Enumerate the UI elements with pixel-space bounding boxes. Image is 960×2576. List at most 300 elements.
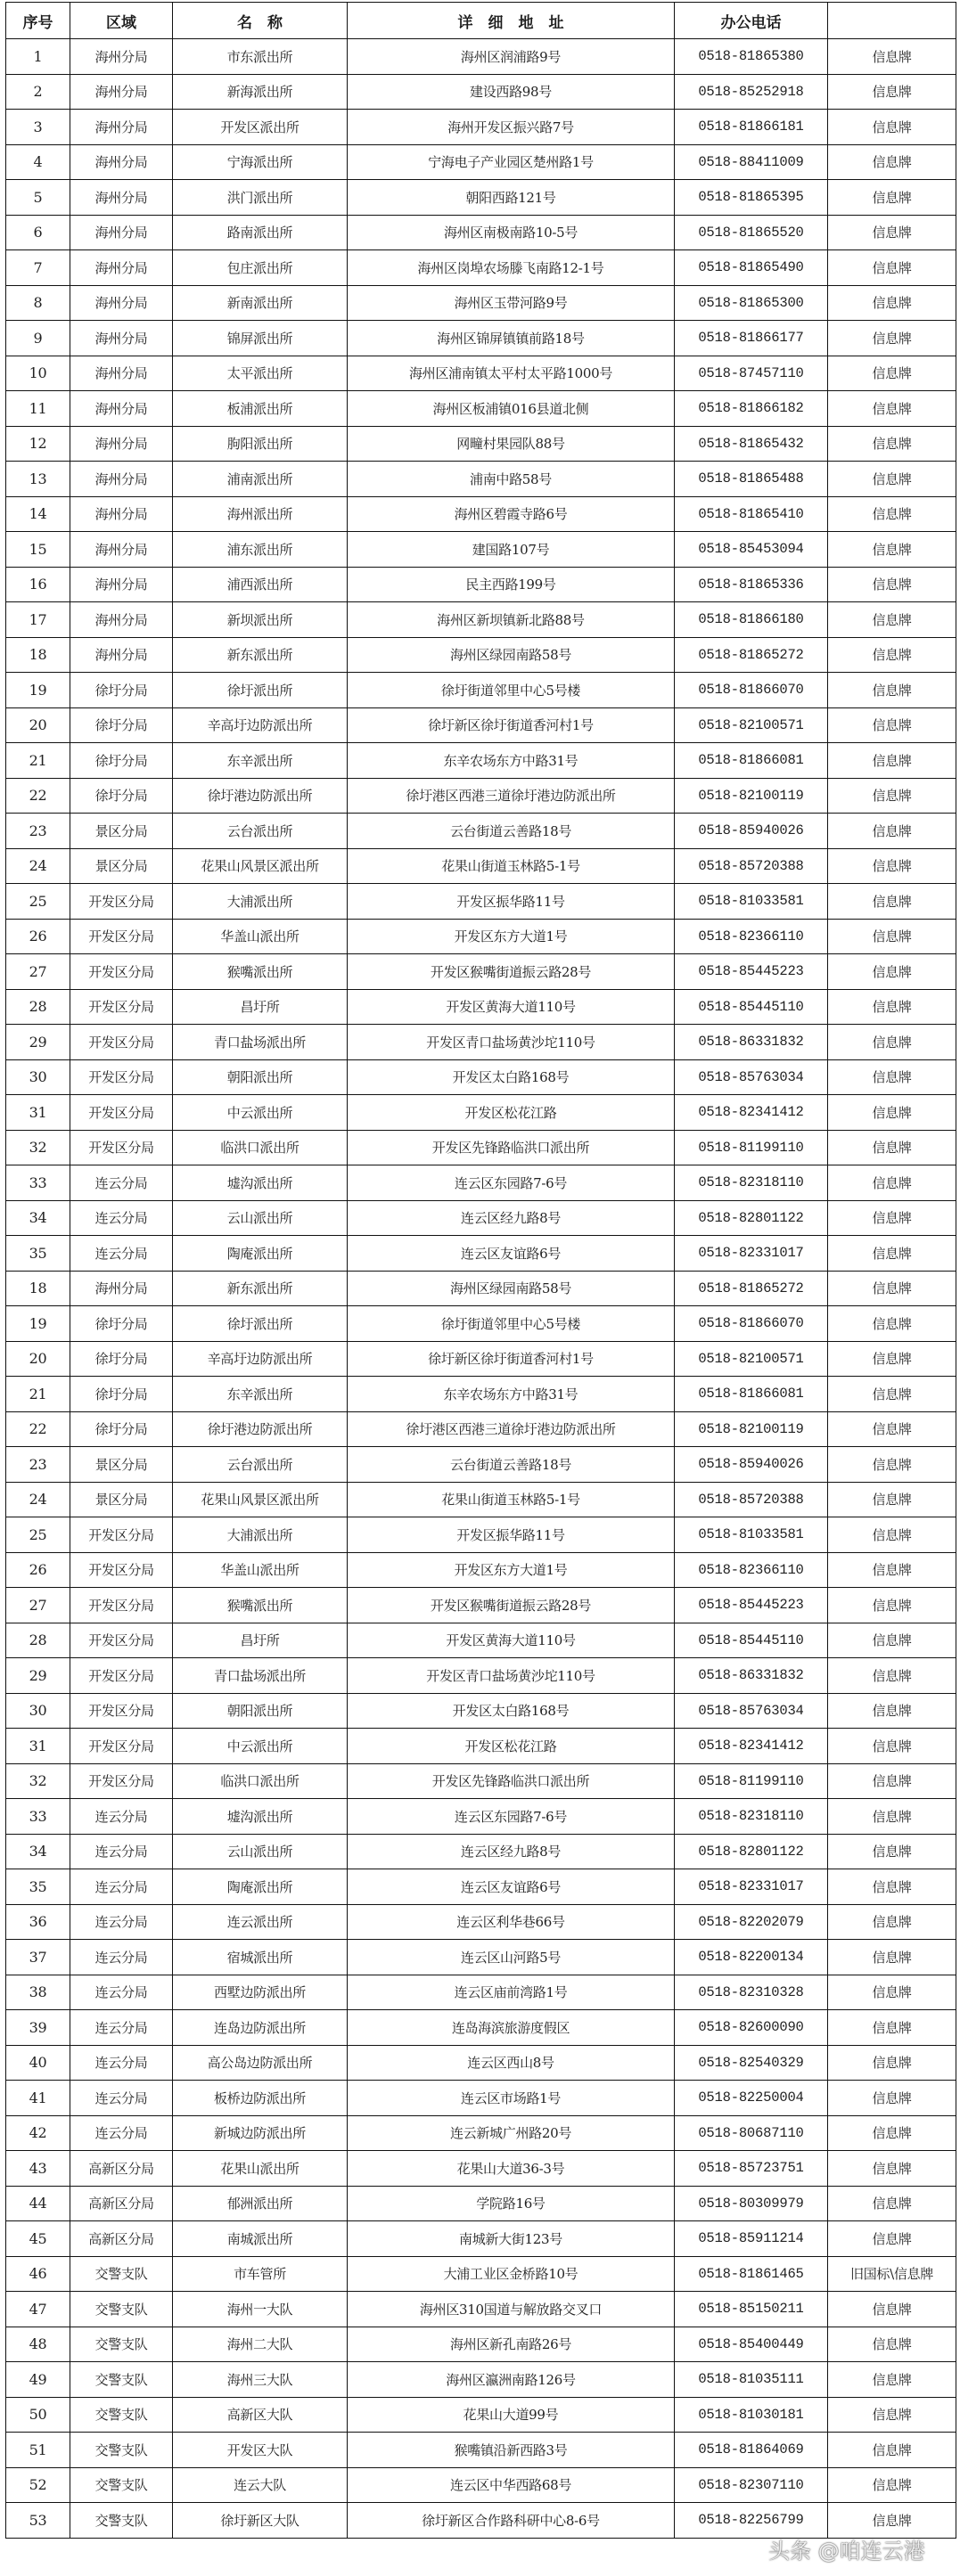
- cell-address: 朝阳西路121号: [348, 180, 675, 216]
- table-row: [6, 321, 956, 356]
- cell-address: 云台街道云善路18号: [348, 814, 675, 849]
- cell-index: 28: [6, 989, 70, 1025]
- table-row: [6, 2010, 956, 2046]
- cell-address: 海州区瀛洲南路126号: [348, 2362, 675, 2398]
- cell-index: 20: [6, 707, 70, 743]
- cell-address: 开发区黄海大道110号: [348, 989, 675, 1025]
- table-row: [6, 1165, 956, 1201]
- cell-index: 22: [6, 1411, 70, 1447]
- cell-address: 南城新大街123号: [348, 2221, 675, 2257]
- cell-phone: 0518-85763034: [675, 1693, 828, 1729]
- cell-type: 信息牌: [828, 426, 956, 462]
- cell-phone: 0518-81030181: [675, 2397, 828, 2433]
- cell-index: 1: [6, 39, 70, 75]
- cell-name: 徐圩港边防派出所: [173, 1411, 348, 1447]
- cell-phone: 0518-82100571: [675, 1341, 828, 1377]
- cell-name: 市车管所: [173, 2256, 348, 2292]
- cell-name: 新坝派出所: [173, 602, 348, 638]
- cell-address: 花果山街道玉林路5-1号: [348, 1482, 675, 1517]
- cell-type: 信息牌: [828, 989, 956, 1025]
- cell-phone: 0518-81033581: [675, 1517, 828, 1553]
- cell-phone: 0518-86331832: [675, 1025, 828, 1060]
- cell-region: 海州分局: [70, 426, 173, 462]
- cell-phone: 0518-82341412: [675, 1729, 828, 1764]
- cell-address: 学院路16号: [348, 2186, 675, 2221]
- cell-name: 新东派出所: [173, 637, 348, 673]
- table-row: [6, 1869, 956, 1905]
- cell-index: 44: [6, 2186, 70, 2221]
- cell-phone: 0518-82318110: [675, 1165, 828, 1201]
- cell-type: 信息牌: [828, 2362, 956, 2398]
- cell-type: 信息牌: [828, 1869, 956, 1905]
- cell-region: 开发区分局: [70, 1729, 173, 1764]
- cell-index: 14: [6, 496, 70, 532]
- cell-type: 信息牌: [828, 1658, 956, 1694]
- cell-name: 陶庵派出所: [173, 1869, 348, 1905]
- cell-name: 临洪口派出所: [173, 1763, 348, 1799]
- cell-index: 19: [6, 673, 70, 708]
- cell-name: 新东派出所: [173, 1271, 348, 1306]
- cell-index: 30: [6, 1059, 70, 1095]
- cell-type: 信息牌: [828, 1130, 956, 1165]
- cell-phone: 0518-85940026: [675, 1447, 828, 1483]
- cell-index: 4: [6, 144, 70, 180]
- cell-index: 53: [6, 2503, 70, 2539]
- cell-name: 华盖山派出所: [173, 1552, 348, 1588]
- cell-name: 朝阳派出所: [173, 1059, 348, 1095]
- cell-region: 连云分局: [70, 2010, 173, 2046]
- cell-region: 徐圩分局: [70, 1377, 173, 1412]
- cell-index: 24: [6, 1482, 70, 1517]
- cell-address: 连云区友谊路6号: [348, 1869, 675, 1905]
- cell-phone: 0518-82366110: [675, 1552, 828, 1588]
- cell-index: 6: [6, 215, 70, 250]
- cell-address: 开发区黄海大道110号: [348, 1623, 675, 1658]
- cell-address: 徐圩新区合作路科研中心8-6号: [348, 2503, 675, 2539]
- cell-region: 开发区分局: [70, 1552, 173, 1588]
- cell-index: 37: [6, 1940, 70, 1975]
- cell-address: 连云区中华西路68号: [348, 2467, 675, 2503]
- cell-name: 昌圩所: [173, 989, 348, 1025]
- cell-address: 大浦工业区金桥路10号: [348, 2256, 675, 2292]
- cell-type: 信息牌: [828, 1447, 956, 1483]
- cell-region: 开发区分局: [70, 1025, 173, 1060]
- cell-index: 40: [6, 2045, 70, 2081]
- cell-region: 开发区分局: [70, 919, 173, 954]
- document-page: [5, 2, 956, 2539]
- cell-address: 海州区岗埠农场滕飞南路12-1号: [348, 250, 675, 286]
- cell-index: 19: [6, 1306, 70, 1342]
- cell-type: 信息牌: [828, 2186, 956, 2221]
- cell-address: 海州区碧霞寺路6号: [348, 496, 675, 532]
- cell-type: 信息牌: [828, 707, 956, 743]
- cell-name: 华盖山派出所: [173, 919, 348, 954]
- table-row: [6, 462, 956, 497]
- cell-phone: 0518-80687110: [675, 2115, 828, 2151]
- table-row: [6, 778, 956, 814]
- cell-phone: 0518-85453094: [675, 532, 828, 568]
- table-row: [6, 2397, 956, 2433]
- cell-phone: 0518-82310328: [675, 1975, 828, 2010]
- cell-phone: 0518-81033581: [675, 884, 828, 920]
- table-row: [6, 989, 956, 1025]
- table-row: [6, 2115, 956, 2151]
- cell-type: 信息牌: [828, 2045, 956, 2081]
- cell-name: 青口盐场派出所: [173, 1658, 348, 1694]
- table-row: [6, 848, 956, 884]
- cell-index: 21: [6, 743, 70, 779]
- cell-address: 开发区松花江路: [348, 1095, 675, 1131]
- cell-region: 开发区分局: [70, 1588, 173, 1623]
- table-row: [6, 1341, 956, 1377]
- cell-index: 21: [6, 1377, 70, 1412]
- cell-phone: 0518-82256799: [675, 2503, 828, 2539]
- cell-address: 开发区猴嘴街道振云路28号: [348, 1588, 675, 1623]
- cell-index: 23: [6, 814, 70, 849]
- cell-name: 锦屏派出所: [173, 321, 348, 356]
- table-row: [6, 1975, 956, 2010]
- cell-region: 海州分局: [70, 180, 173, 216]
- cell-type: 信息牌: [828, 1341, 956, 1377]
- cell-region: 交警支队: [70, 2467, 173, 2503]
- cell-type: 信息牌: [828, 848, 956, 884]
- cell-type: 信息牌: [828, 1763, 956, 1799]
- cell-phone: 0518-81865410: [675, 496, 828, 532]
- cell-index: 12: [6, 426, 70, 462]
- cell-type: 信息牌: [828, 1095, 956, 1131]
- cell-index: 42: [6, 2115, 70, 2151]
- cell-phone: 0518-81864069: [675, 2433, 828, 2468]
- cell-region: 开发区分局: [70, 1095, 173, 1131]
- cell-index: 32: [6, 1130, 70, 1165]
- cell-index: 48: [6, 2327, 70, 2362]
- cell-phone: 0518-85445110: [675, 1623, 828, 1658]
- cell-region: 景区分局: [70, 848, 173, 884]
- cell-index: 26: [6, 919, 70, 954]
- cell-region: 连云分局: [70, 1834, 173, 1869]
- cell-address: 东辛农场东方中路31号: [348, 1377, 675, 1412]
- cell-type: 信息牌: [828, 1975, 956, 2010]
- cell-index: 35: [6, 1869, 70, 1905]
- cell-type: 信息牌: [828, 2327, 956, 2362]
- cell-phone: 0518-81865395: [675, 180, 828, 216]
- cell-region: 海州分局: [70, 356, 173, 391]
- cell-region: 连云分局: [70, 1940, 173, 1975]
- cell-type: 信息牌: [828, 2503, 956, 2539]
- cell-index: 3: [6, 110, 70, 145]
- cell-index: 2: [6, 74, 70, 110]
- cell-type: 信息牌: [828, 2081, 956, 2116]
- cell-phone: 0518-82600090: [675, 2010, 828, 2046]
- cell-name: 新南派出所: [173, 285, 348, 321]
- cell-region: 开发区分局: [70, 989, 173, 1025]
- cell-type: 信息牌: [828, 602, 956, 638]
- cell-phone: 0518-81865490: [675, 250, 828, 286]
- cell-region: 海州分局: [70, 110, 173, 145]
- cell-address: 开发区太白路168号: [348, 1059, 675, 1095]
- table-row: [6, 2467, 956, 2503]
- header-address: 详 细 地 址: [348, 3, 675, 39]
- table-row: [6, 1729, 956, 1764]
- cell-name: 徐圩新区大队: [173, 2503, 348, 2539]
- cell-index: 38: [6, 1975, 70, 2010]
- cell-phone: 0518-82250004: [675, 2081, 828, 2116]
- cell-address: 海州区新孔南路26号: [348, 2327, 675, 2362]
- table-row: [6, 673, 956, 708]
- cell-region: 交警支队: [70, 2256, 173, 2292]
- cell-address: 开发区松花江路: [348, 1729, 675, 1764]
- cell-index: 33: [6, 1165, 70, 1201]
- cell-phone: 0518-82200134: [675, 1940, 828, 1975]
- table-row: [6, 2081, 956, 2116]
- cell-index: 41: [6, 2081, 70, 2116]
- cell-phone: 0518-81866070: [675, 673, 828, 708]
- cell-name: 新城边防派出所: [173, 2115, 348, 2151]
- header-region: 区域: [70, 3, 173, 39]
- cell-address: 海州区板浦镇016县道北侧: [348, 391, 675, 427]
- cell-phone: 0518-81866070: [675, 1306, 828, 1342]
- cell-name: 中云派出所: [173, 1095, 348, 1131]
- table-row: [6, 2221, 956, 2257]
- cell-region: 连云分局: [70, 2115, 173, 2151]
- cell-phone: 0518-81035111: [675, 2362, 828, 2398]
- cell-index: 51: [6, 2433, 70, 2468]
- cell-phone: 0518-81866181: [675, 110, 828, 145]
- cell-name: 太平派出所: [173, 356, 348, 391]
- table-row: [6, 2151, 956, 2187]
- cell-region: 海州分局: [70, 74, 173, 110]
- cell-phone: 0518-85252918: [675, 74, 828, 110]
- cell-region: 连云分局: [70, 2081, 173, 2116]
- cell-index: 34: [6, 1200, 70, 1236]
- cell-index: 20: [6, 1341, 70, 1377]
- cell-name: 云台派出所: [173, 1447, 348, 1483]
- cell-name: 辛高圩边防派出所: [173, 1341, 348, 1377]
- cell-name: 路南派出所: [173, 215, 348, 250]
- cell-region: 海州分局: [70, 602, 173, 638]
- cell-phone: 0518-81865432: [675, 426, 828, 462]
- cell-region: 高新区分局: [70, 2221, 173, 2257]
- cell-address: 建国路107号: [348, 532, 675, 568]
- cell-type: 信息牌: [828, 1623, 956, 1658]
- cell-region: 徐圩分局: [70, 778, 173, 814]
- cell-type: 信息牌: [828, 110, 956, 145]
- cell-type: 信息牌: [828, 180, 956, 216]
- cell-address: 海州区浦南镇太平村太平路1000号: [348, 356, 675, 391]
- cell-type: 信息牌: [828, 1904, 956, 1940]
- cell-phone: 0518-85400449: [675, 2327, 828, 2362]
- cell-region: 开发区分局: [70, 1130, 173, 1165]
- cell-phone: 0518-81865488: [675, 462, 828, 497]
- cell-type: 信息牌: [828, 2151, 956, 2187]
- table-row: [6, 1834, 956, 1869]
- cell-type: 信息牌: [828, 1411, 956, 1447]
- cell-address: 开发区振华路11号: [348, 1517, 675, 1553]
- cell-region: 连云分局: [70, 1904, 173, 1940]
- cell-region: 徐圩分局: [70, 743, 173, 779]
- cell-phone: 0518-88411009: [675, 144, 828, 180]
- cell-address: 开发区先锋路临洪口派出所: [348, 1763, 675, 1799]
- cell-phone: 0518-82366110: [675, 919, 828, 954]
- table-row: [6, 1095, 956, 1131]
- cell-name: 朝阳派出所: [173, 1693, 348, 1729]
- cell-address: 开发区青口盐场黄沙坨110号: [348, 1658, 675, 1694]
- cell-name: 临洪口派出所: [173, 1130, 348, 1165]
- table-row: [6, 2362, 956, 2398]
- cell-index: 29: [6, 1025, 70, 1060]
- cell-address: 开发区太白路168号: [348, 1693, 675, 1729]
- cell-address: 徐圩新区徐圩街道香河村1号: [348, 707, 675, 743]
- cell-region: 海州分局: [70, 321, 173, 356]
- cell-name: 西墅边防派出所: [173, 1975, 348, 2010]
- cell-address: 连云区东园路7-6号: [348, 1799, 675, 1835]
- table-row: [6, 1025, 956, 1060]
- table-row: [6, 356, 956, 391]
- cell-name: 浦东派出所: [173, 532, 348, 568]
- cell-phone: 0518-85911214: [675, 2221, 828, 2257]
- cell-address: 花果山大道99号: [348, 2397, 675, 2433]
- cell-index: 27: [6, 1588, 70, 1623]
- cell-name: 猴嘴派出所: [173, 954, 348, 990]
- cell-address: 徐圩港区西港三道徐圩港边防派出所: [348, 1411, 675, 1447]
- cell-address: 猴嘴镇沿新西路3号: [348, 2433, 675, 2468]
- cell-address: 徐圩街道邻里中心5号楼: [348, 673, 675, 708]
- cell-address: 海州区310国道与解放路交叉口: [348, 2292, 675, 2327]
- cell-phone: 0518-81866081: [675, 1377, 828, 1412]
- cell-region: 连云分局: [70, 1869, 173, 1905]
- cell-name: 高公岛边防派出所: [173, 2045, 348, 2081]
- cell-type: 信息牌: [828, 1799, 956, 1835]
- cell-index: 30: [6, 1693, 70, 1729]
- table-row: [6, 426, 956, 462]
- cell-index: 8: [6, 285, 70, 321]
- cell-phone: 0518-81865272: [675, 637, 828, 673]
- cell-phone: 0518-82100571: [675, 707, 828, 743]
- cell-phone: 0518-82801122: [675, 1200, 828, 1236]
- cell-type: 信息牌: [828, 1165, 956, 1201]
- cell-name: 连岛边防派出所: [173, 2010, 348, 2046]
- cell-type: 信息牌: [828, 1306, 956, 1342]
- cell-address: 海州区绿园南路58号: [348, 637, 675, 673]
- table-body: [6, 39, 956, 2539]
- cell-name: 浦西派出所: [173, 567, 348, 602]
- cell-index: 15: [6, 532, 70, 568]
- cell-address: 连岛海滨旅游度假区: [348, 2010, 675, 2046]
- cell-address: 宁海电子产业园区楚州路1号: [348, 144, 675, 180]
- cell-phone: 0518-82540329: [675, 2045, 828, 2081]
- cell-phone: 0518-82341412: [675, 1095, 828, 1131]
- table-row: [6, 1940, 956, 1975]
- cell-region: 开发区分局: [70, 1517, 173, 1553]
- cell-type: 信息牌: [828, 496, 956, 532]
- cell-phone: 0518-80309979: [675, 2186, 828, 2221]
- cell-name: 陶庵派出所: [173, 1236, 348, 1272]
- cell-region: 开发区分局: [70, 1693, 173, 1729]
- cell-name: 新海派出所: [173, 74, 348, 110]
- table-row: [6, 1447, 956, 1483]
- cell-index: 34: [6, 1834, 70, 1869]
- cell-index: 31: [6, 1729, 70, 1764]
- cell-phone: 0518-81866081: [675, 743, 828, 779]
- cell-type: 信息牌: [828, 1482, 956, 1517]
- cell-region: 开发区分局: [70, 1658, 173, 1694]
- cell-region: 海州分局: [70, 144, 173, 180]
- cell-type: 信息牌: [828, 814, 956, 849]
- cell-address: 海州区润浦路9号: [348, 39, 675, 75]
- cell-name: 开发区大队: [173, 2433, 348, 2468]
- table-row: [6, 1306, 956, 1342]
- cell-region: 徐圩分局: [70, 707, 173, 743]
- cell-name: 朐阳派出所: [173, 426, 348, 462]
- cell-region: 交警支队: [70, 2397, 173, 2433]
- table-row: [6, 215, 956, 250]
- table-header-row: [6, 3, 956, 39]
- cell-address: 建设西路98号: [348, 74, 675, 110]
- cell-name: 猴嘴派出所: [173, 1588, 348, 1623]
- cell-type: 信息牌: [828, 2467, 956, 2503]
- cell-type: 信息牌: [828, 321, 956, 356]
- cell-name: 板桥边防派出所: [173, 2081, 348, 2116]
- cell-index: 18: [6, 637, 70, 673]
- cell-name: 大浦派出所: [173, 884, 348, 920]
- table-row: [6, 1236, 956, 1272]
- cell-name: 海州三大队: [173, 2362, 348, 2398]
- watermark: 头条 @咱连云港: [768, 2539, 925, 2564]
- cell-index: 23: [6, 1447, 70, 1483]
- cell-index: 18: [6, 1271, 70, 1306]
- table-row: [6, 637, 956, 673]
- table-row: [6, 180, 956, 216]
- cell-name: 辛高圩边防派出所: [173, 707, 348, 743]
- cell-phone: 0518-82307110: [675, 2467, 828, 2503]
- header-phone: 办公电话: [675, 3, 828, 39]
- cell-name: 海州派出所: [173, 496, 348, 532]
- cell-region: 交警支队: [70, 2362, 173, 2398]
- cell-phone: 0518-82318110: [675, 1799, 828, 1835]
- cell-address: 连云区市场路1号: [348, 2081, 675, 2116]
- cell-phone: 0518-87457110: [675, 356, 828, 391]
- cell-phone: 0518-81866182: [675, 391, 828, 427]
- cell-name: 宿城派出所: [173, 1940, 348, 1975]
- cell-index: 36: [6, 1904, 70, 1940]
- cell-phone: 0518-82801122: [675, 1834, 828, 1869]
- cell-region: 徐圩分局: [70, 1306, 173, 1342]
- cell-index: 5: [6, 180, 70, 216]
- cell-phone: 0518-82100119: [675, 1411, 828, 1447]
- cell-index: 7: [6, 250, 70, 286]
- cell-index: 9: [6, 321, 70, 356]
- cell-region: 徐圩分局: [70, 1341, 173, 1377]
- table-row: [6, 391, 956, 427]
- cell-phone: 0518-82100119: [675, 778, 828, 814]
- table-row: [6, 144, 956, 180]
- table-row: [6, 1517, 956, 1553]
- cell-type: 信息牌: [828, 1236, 956, 1272]
- cell-type: 信息牌: [828, 2010, 956, 2046]
- cell-type: 信息牌: [828, 1552, 956, 1588]
- cell-index: 39: [6, 2010, 70, 2046]
- cell-region: 景区分局: [70, 1447, 173, 1483]
- cell-name: 云山派出所: [173, 1200, 348, 1236]
- cell-type: 信息牌: [828, 1834, 956, 1869]
- table-row: [6, 1763, 956, 1799]
- cell-region: 交警支队: [70, 2292, 173, 2327]
- cell-region: 徐圩分局: [70, 1411, 173, 1447]
- cell-phone: 0518-85723751: [675, 2151, 828, 2187]
- table-row: [6, 2045, 956, 2081]
- cell-index: 28: [6, 1623, 70, 1658]
- cell-name: 洪门派出所: [173, 180, 348, 216]
